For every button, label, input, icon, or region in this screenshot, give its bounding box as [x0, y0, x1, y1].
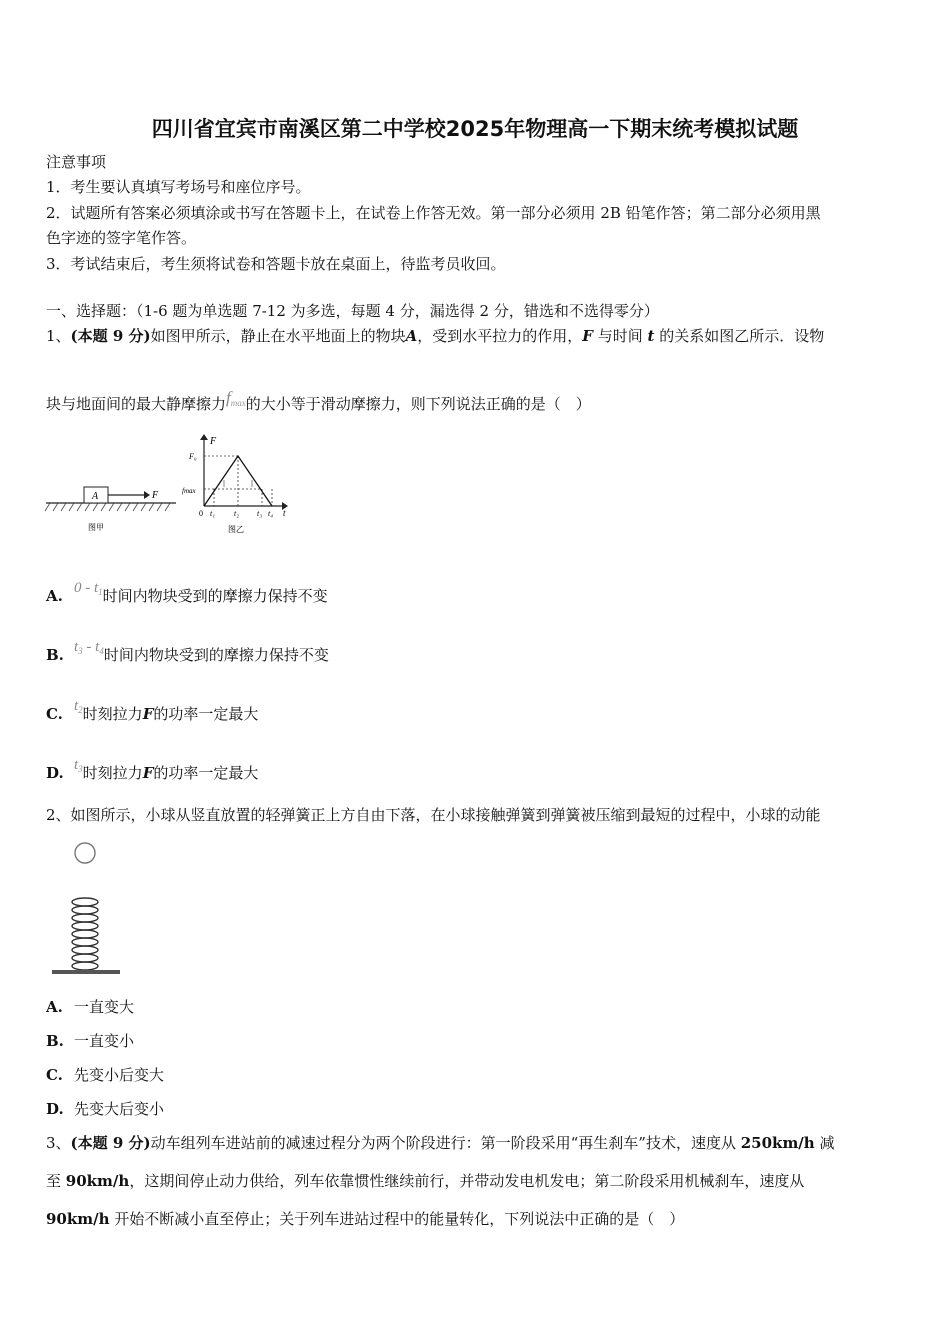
t1-label: t₁ — [210, 509, 216, 518]
t2-label: t₂ — [234, 509, 240, 518]
spring — [72, 898, 98, 970]
figure-jia — [40, 478, 182, 534]
option-label: C. — [46, 1066, 63, 1084]
f0-label: F₀ — [189, 452, 197, 461]
question-text: 的关系如图乙所示．设物 — [654, 327, 825, 345]
spring-figure — [48, 838, 128, 980]
var-f: F — [142, 705, 154, 723]
option-text: 先变大后变小 — [74, 1100, 165, 1118]
ground — [52, 970, 120, 974]
speed-value: 90km/h — [46, 1210, 110, 1228]
option-text: 先变小后变大 — [74, 1066, 165, 1084]
t3-label: t₃ — [257, 509, 263, 518]
question-text: 如图甲所示，静止在水平地面上的物块 — [150, 327, 406, 345]
block-label: A — [92, 491, 99, 502]
question-number: 1、 — [46, 327, 71, 345]
notice-heading: 注意事项 — [46, 153, 107, 171]
force-label: F — [152, 490, 159, 501]
option-text: 一直变小 — [74, 1032, 135, 1050]
speed-value: 90km/h — [65, 1172, 130, 1190]
fmax-symbol: $f_{max}$ — [226, 388, 246, 408]
question-text: 动车组列车进站前的减速过程分为两个阶段进行：第一阶段采用“再生刹车”技术，速度从 — [150, 1134, 741, 1152]
section-heading: 一、选择题：（1-6 题为单选题 7-12 为多选，每题 4 分，漏选得 2 分，错选和不选得零分） — [46, 302, 659, 320]
t4-label: t₄ — [268, 509, 274, 518]
option-text: 时间内物块受到的摩擦力保持不变 — [102, 587, 328, 605]
option-text: 时刻拉力 — [82, 705, 143, 723]
option-text: 时间内物块受到的摩擦力保持不变 — [103, 646, 329, 664]
option-label: A. — [46, 587, 63, 605]
figure-caption: 图乙 — [228, 525, 244, 534]
question-1-line2 — [46, 388, 591, 414]
figure-yi — [180, 432, 296, 536]
question-text: 至 — [46, 1172, 66, 1190]
option-math: $t_3$ — [74, 757, 83, 774]
option-label: D. — [46, 764, 64, 782]
figure-caption: 图甲 — [88, 523, 104, 532]
question-text: 的大小等于滑动摩擦力，则下列说法正确的是（ ） — [245, 395, 591, 413]
option-c[interactable] — [46, 696, 258, 724]
question-tag: (本题 9 分) — [70, 327, 151, 345]
question-tag: (本题 9 分) — [70, 1134, 151, 1152]
option-text: 时刻拉力 — [82, 764, 143, 782]
fmax-label: fmax — [182, 487, 196, 495]
notice-item-3: 3．考试结束后，考生须将试卷和答题卡放在桌面上，待监考员收回。 — [46, 255, 506, 273]
option-b[interactable] — [46, 637, 329, 665]
ball — [75, 843, 95, 863]
q2-option-a[interactable] — [46, 997, 134, 1017]
notice-item-2-cont: 色字迹的签字笔作答。 — [46, 229, 197, 247]
q2-option-b[interactable] — [46, 1031, 134, 1051]
notice-item-1: 1．考生要认真填写考场号和座位序号。 — [46, 178, 311, 196]
origin-label: 0 — [199, 509, 203, 518]
option-d[interactable] — [46, 755, 258, 783]
option-label: A. — [46, 998, 63, 1016]
speed-value: 250km/h — [740, 1134, 815, 1152]
question-text: 开始不断减小直至停止；关于列车进站过程中的能量转化，下列说法中正确的是（ ） — [109, 1210, 685, 1228]
var-t: t — [647, 327, 655, 345]
var-f: F — [142, 764, 154, 782]
question-3-line2 — [46, 1171, 804, 1191]
q2-option-c[interactable] — [46, 1065, 164, 1085]
option-label: B. — [46, 1032, 64, 1050]
option-a[interactable] — [46, 578, 328, 606]
question-3-line1 — [46, 1133, 834, 1153]
notice-item-2: 2．试题所有答案必须填涂或书写在答题卡上，在试卷上作答无效。第一部分必须用 2B 铅笔作答；第二部分必须用黑 — [46, 204, 821, 222]
question-text: 减 — [814, 1134, 835, 1152]
question-text: ，这期间停止动力供给，列车依靠惯性继续前行，并带动发电机发电；第二阶段采用机械刹车，速度从 — [129, 1172, 805, 1190]
page-title: 四川省宜宾市南溪区第二中学校2025年物理高一下期末统考模拟试题 — [151, 117, 799, 141]
option-text: 一直变大 — [74, 998, 135, 1016]
q2-option-d[interactable] — [46, 1099, 164, 1119]
question-3-line3 — [46, 1209, 684, 1229]
var-f: F — [582, 327, 593, 345]
question-1-line1 — [46, 326, 824, 346]
option-label: C. — [46, 705, 63, 723]
option-math: $t_3 - t_4$ — [74, 639, 104, 656]
option-label: D. — [46, 1100, 64, 1118]
option-text: 的功率一定最大 — [153, 705, 259, 723]
option-math: $t_2$ — [74, 698, 83, 715]
option-math: $0 - t_1$ — [74, 580, 103, 597]
question-text: 与时间 — [592, 327, 648, 345]
question-text: 块与地面间的最大静摩擦力 — [46, 395, 227, 413]
question-text: ，受到水平拉力的作用， — [417, 327, 583, 345]
question-2-text: 2、如图所示，小球从竖直放置的轻弹簧正上方自由下落，在小球接触弹簧到弹簧被压缩到最短的过程中，小球的动能 — [46, 806, 821, 824]
question-number: 3、 — [46, 1134, 71, 1152]
option-label: B. — [46, 646, 64, 664]
x-axis-label: t — [283, 508, 286, 518]
y-axis-label: F — [210, 436, 217, 447]
option-text: 的功率一定最大 — [153, 764, 259, 782]
var-a: A — [405, 327, 418, 345]
